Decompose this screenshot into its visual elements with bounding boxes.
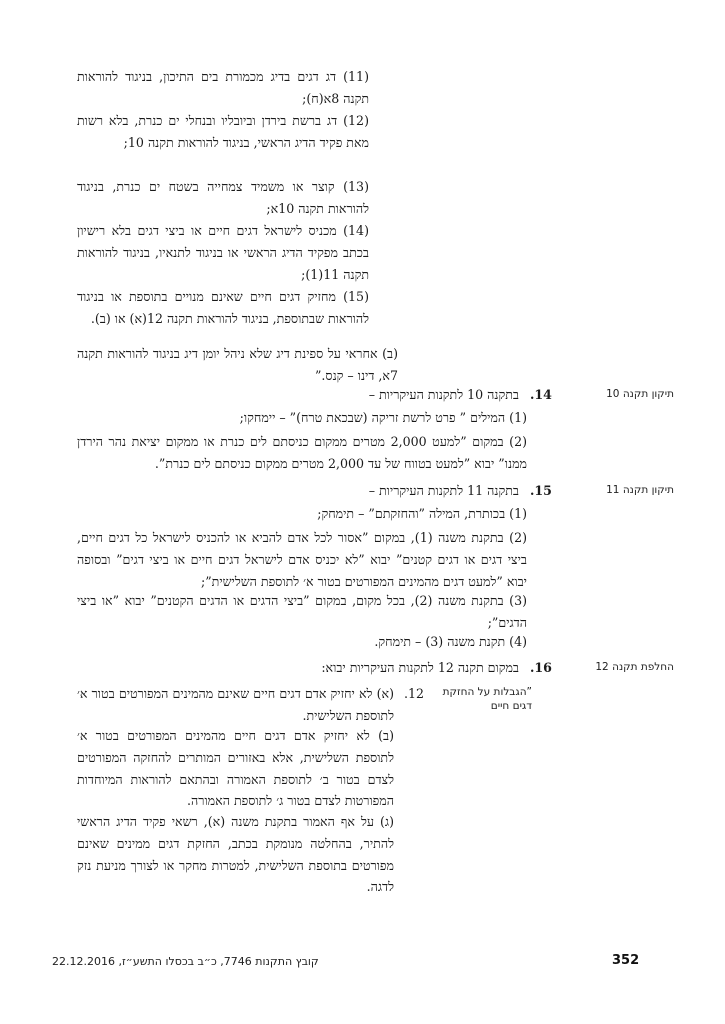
item-b: (ב) אחראי על ספינת דיג שלא ניהל יומן דיג בניגוד להוראות תקנה 7א, דינו – קנס.” [77, 346, 398, 383]
page-number: 352 [612, 953, 640, 968]
section-15-label: תיקון תקנה 11 [606, 484, 674, 496]
section-16-number: 16. [530, 660, 552, 675]
regulation-12-b: (ב) לא יחזיק אדם דגים חיים מהמינים המפורטים בטור א׳ לתוספת השלישית, אלא באזורים המותרים להחזקה המפורטים לצדם בטור ב׳ לתוספת האמורה ובהתאם להוראות המיוחדות המפורטות לצדם בטור ג׳ לתוספת האמורה. [77, 728, 394, 809]
regulation-12-a: (א) לא יחזיק אדם דגים חיים שאינם מהמינים המפורטים בטור א׳ לתוספת השלישית. [77, 686, 394, 723]
section-15-intro: בתקנה 11 לתקנות העיקריות – [368, 483, 519, 498]
section-15-item-4: (4) תקנת משנה (3) – תימחק. [374, 634, 527, 649]
section-16-intro: במקום תקנה 12 לתקנות העיקריות יבוא: [321, 660, 519, 675]
item-11: (11) דג דגים בדיג מכמורת בים התיכון, בניגוד להוראות תקנה 8א(ח); [77, 69, 369, 106]
regulation-12-number: 12. [404, 686, 425, 701]
item-15: (15) מחזיק דגים חיים שאינם מנויים בתוספת או בניגוד להוראות שבתוספת, בניגוד להוראות תקנה 12(א) או (ב). [77, 289, 369, 326]
section-14-label: תיקון תקנה 10 [606, 388, 674, 400]
regulation-12-c: (ג) על אף האמור בתקנת משנה (א), רשאי פקיד הדיג הראשי להתיר, בהחלטה מנומקת בכתב, החזקת דגים ממינים שאינם מפורטים בתוספת השלישית, למטרות מחקר או לצורך מניעת נזק לדגה. [77, 814, 394, 895]
section-15-number: 15. [530, 483, 552, 498]
section-14-number: 14. [530, 387, 552, 402]
regulation-12-heading: ”הגבלות על החזקת דגים חיים [442, 686, 532, 712]
publication-footer: קובץ התקנות 7746, כ״ב בכסלו התשע״ז, 22.12.2016 [52, 955, 319, 968]
section-14-item-1: (1) המילים ” פרט לרשת זריקה (שבכאת טרח)” – יימחקו; [239, 410, 527, 425]
section-14-intro: בתקנה 10 לתקנות העיקריות – [368, 387, 519, 402]
section-14-item-2: (2) במקום ”למעט 2,000 מטרים ממקום כניסתם לים כנרת או ממקום יציאת נהר הירדן ממנו” יבוא ”למעט בטווח של עד 2,000 מטרים ממקום כניסתם לים כנרת”. [77, 434, 527, 471]
section-16-label: החלפת תקנה 12 [595, 661, 674, 673]
item-14: (14) מכניס לישראל דגים חיים או ביצי דגים בלא רישיון בכתב מפקיד הדיג הראשי או בניגוד לתנאיו, בניגוד להוראות תקנה 11(1); [77, 223, 369, 282]
item-13: (13) קוצר או משמיד צמחייה בשטח ים כנרת, בניגוד להוראות תקנה 10א; [77, 179, 369, 216]
item-12: (12) דג ברשת בירדן וביובליו ובנחלי ים כנרת, בלא רשות מאת פקיד הדיג הראשי, בניגוד להוראות תקנה 10; [77, 113, 369, 150]
section-15-item-3: (3) בתקנת משנה (2), בכל מקום, במקום ”ביצי הדגים או הדגים הקטנים” יבוא ”או ביצי הדגים”; [77, 593, 527, 630]
section-15-item-2: (2) בתקנת משנה (1), במקום ”אסור לכל אדם להביא או להכניס לישראל כל דגים חיים, ביצי דגים או דגים קטנים” יבוא ”לא יכניס אדם לישראל דגים חיים או ביצי דגים” ובסופה יבוא ”למעט דגים מהמינים המפורטים בטור א׳ לתוספת השלישית”; [77, 530, 527, 589]
section-15-item-1: (1) בכותרת, המילה ”והחזקתם” – תימחק; [317, 506, 527, 521]
